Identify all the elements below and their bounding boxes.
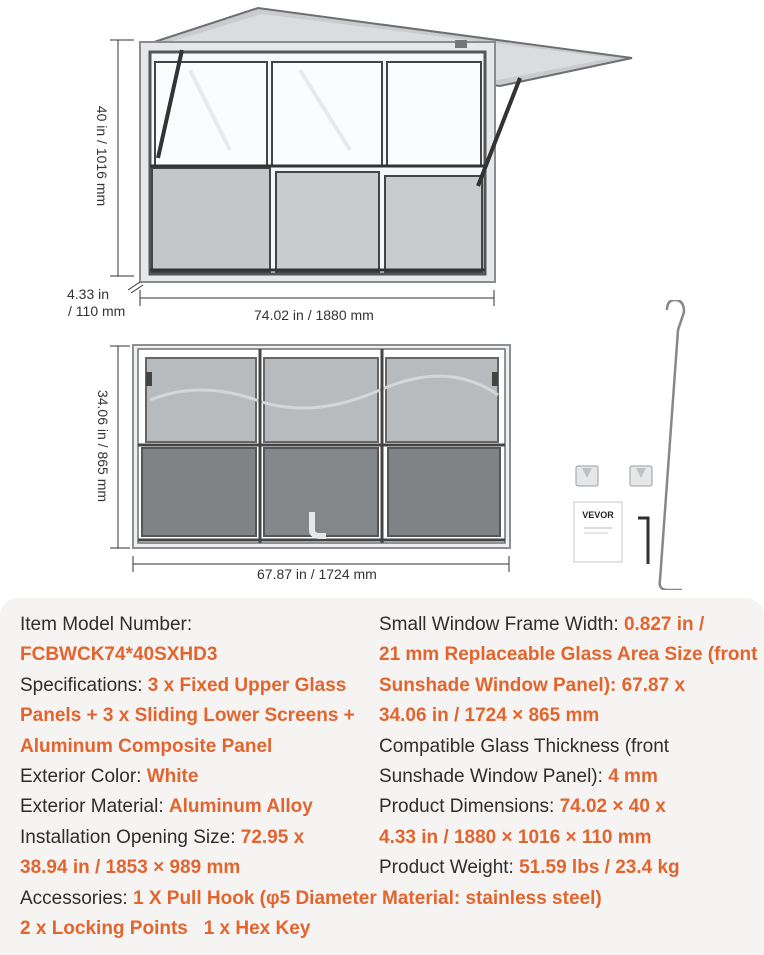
opening-line [20, 823, 370, 853]
color-value: White [146, 766, 199, 788]
frame-value-3: Sunshade Window Panel): 67.87 x [379, 674, 686, 696]
dims-label: Product Dimensions: [379, 796, 555, 818]
accessories-value-2: 2 x Locking Points 1 x Hex Key [20, 918, 311, 940]
glass-label-2: Sunshade Window Panel): [379, 766, 603, 788]
top-depth-label-line1: 4.33 in [67, 286, 110, 302]
top-depth-label-line2: / 110 mm [68, 303, 126, 319]
accessories-line [20, 884, 760, 914]
glass-line [379, 762, 761, 792]
top-window-illustration [0, 0, 764, 330]
material-label: Exterior Material: [20, 796, 164, 818]
locking-point-icon [576, 466, 598, 486]
opening-value-2: 38.94 in / 1853 × 989 mm [20, 857, 241, 879]
specifications-line [20, 671, 370, 701]
glass-value: 4 mm [608, 766, 658, 788]
dims-value-1: 74.02 × 40 x [559, 796, 666, 818]
weight-value: 51.59 lbs / 23.4 kg [519, 857, 680, 879]
material-value: Aluminum Alloy [168, 796, 313, 818]
dims-value-2: 4.33 in / 1880 × 1016 × 110 mm [379, 826, 652, 848]
specs-right-column [379, 610, 761, 884]
weight-line [379, 853, 761, 883]
opening-label: Installation Opening Size: [20, 826, 236, 848]
glass-label-1: Compatible Glass Thickness (front [379, 735, 670, 757]
accessories-illustration [560, 300, 760, 590]
frame-value-2: 21 mm Replaceable Glass Area Size (front [379, 644, 758, 666]
top-width-label: 74.02 in / 1880 mm [254, 307, 374, 323]
accessories-block [20, 884, 760, 945]
frame-value-4: 34.06 in / 1724 × 865 mm [379, 705, 600, 727]
weight-label: Product Weight: [379, 857, 514, 879]
pull-hook-icon [660, 300, 684, 590]
hex-key-icon [638, 518, 648, 564]
dims-line [379, 792, 761, 822]
color-line [20, 762, 370, 792]
model-label: Item Model Number: [20, 614, 193, 635]
front-width-label: 67.87 in / 1724 mm [257, 566, 377, 582]
top-height-label: 40 in / 1016 mm [94, 105, 110, 207]
specifications-value-1: 3 x Fixed Upper Glass [147, 674, 347, 696]
manual-brand-text: VEVOR [582, 510, 614, 520]
material-line [20, 792, 370, 822]
opening-value-1: 72.95 x [240, 826, 305, 848]
frame-label: Small Window Frame Width: [379, 614, 619, 635]
specifications-value-3: Aluminum Composite Panel [20, 735, 273, 757]
specs-left-column [20, 610, 370, 884]
specifications-label: Specifications: [20, 674, 143, 696]
accessories-value-1: 1 X Pull Hook (φ5 Diameter Material: stainless steel) [132, 888, 602, 909]
model-value: FCBWCK74*40SXHD3 [20, 644, 218, 666]
frame-line [379, 610, 761, 640]
specifications-value-2: Panels + 3 x Sliding Lower Screens + [20, 705, 355, 727]
accessories-label: Accessories: [20, 888, 128, 909]
color-label: Exterior Color: [20, 766, 142, 788]
front-height-label: 34.06 in / 865 mm [95, 389, 111, 503]
frame-value-1: 0.827 in / [623, 614, 705, 635]
locking-point-icon [630, 466, 652, 486]
